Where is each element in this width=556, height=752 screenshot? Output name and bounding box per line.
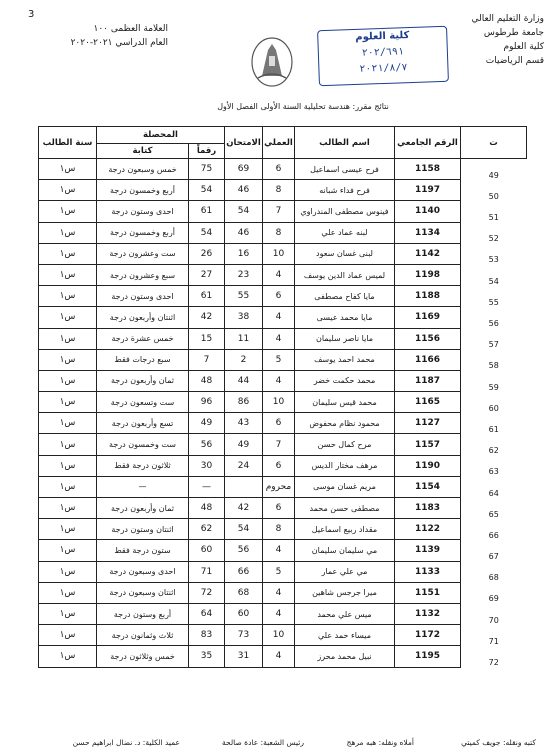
practical-cell: 7 (263, 201, 295, 222)
practical-cell: 4 (263, 264, 295, 285)
student-name-cell: فرح فداء شبانه (295, 180, 395, 201)
student-year-cell: س١ (39, 413, 97, 434)
exam-cell: 49 (225, 434, 263, 455)
exam-cell: 23 (225, 264, 263, 285)
dean-signature: عميد الكلية: د. نضال ابراهيم حسن (72, 738, 180, 747)
practical-cell: 7 (263, 434, 295, 455)
total-words-cell: ست وعشرون درجة (97, 243, 189, 264)
header-practical: العملي (263, 127, 295, 159)
student-name-cell: فينوس مصطفى المندراوي (295, 201, 395, 222)
row-index-cell: 71 (488, 636, 499, 646)
practical-cell: 10 (263, 625, 295, 646)
header-student-name: اسم الطالب (295, 127, 395, 159)
total-digits-cell: 96 (189, 392, 225, 413)
exam-cell: 73 (225, 625, 263, 646)
practical-cell: 4 (263, 370, 295, 391)
exam-cell: 60 (225, 603, 263, 624)
table-row (39, 264, 527, 285)
total-digits-cell: 71 (189, 561, 225, 582)
university-id-cell: 1165 (395, 392, 461, 413)
total-digits-cell: 60 (189, 540, 225, 561)
total-words-cell: أربع وستون درجة (97, 603, 189, 624)
dictator-signature: أملاه ونقله: هبه مرهج (346, 738, 414, 747)
total-words-cell: — (97, 476, 189, 497)
university-id-cell: 1140 (395, 201, 461, 222)
total-digits-cell: 35 (189, 646, 225, 667)
university-id-cell: 1127 (395, 413, 461, 434)
university-line: جامعة طرطوس (483, 28, 544, 38)
student-name-cell: لبنه عماد علي (295, 222, 395, 243)
exam-cell: 54 (225, 519, 263, 540)
row-index-cell: 53 (488, 255, 499, 265)
total-words-cell: أربع وخمسون درجة (97, 180, 189, 201)
stamp-title: كلية العلوم (355, 30, 410, 43)
exam-cell: 42 (225, 498, 263, 519)
table-row (39, 561, 527, 582)
student-year-cell: س١ (39, 370, 97, 391)
student-year-cell: س١ (39, 582, 97, 603)
student-year-cell: س١ (39, 646, 97, 667)
table-row (39, 159, 527, 180)
total-digits-cell: 7 (189, 349, 225, 370)
row-index-cell: 52 (488, 234, 499, 244)
exam-cell: 46 (225, 180, 263, 201)
table-row (39, 519, 527, 540)
table-row (39, 540, 527, 561)
header-student-year: سنة الطالب (39, 127, 97, 159)
total-digits-cell: 48 (189, 498, 225, 519)
total-digits-cell: 27 (189, 264, 225, 285)
student-name-cell: مقداد ربيع اسماعيل (295, 519, 395, 540)
row-index-cell: 63 (488, 467, 499, 477)
practical-cell: 4 (263, 307, 295, 328)
university-id-cell: 1188 (395, 286, 461, 307)
total-words-cell: احدى وسبعون درجة (97, 561, 189, 582)
table-row (39, 455, 527, 476)
table-row (39, 349, 527, 370)
total-digits-cell: 30 (189, 455, 225, 476)
row-index-cell: 57 (488, 340, 499, 350)
exam-cell: 11 (225, 328, 263, 349)
student-name-cell: محمد احمد يوسف (295, 349, 395, 370)
row-index-cell: 51 (488, 213, 499, 223)
total-words-cell: ست وتسعون درجة (97, 392, 189, 413)
student-name-cell: مرهف مختار الديس (295, 455, 395, 476)
student-year-cell: س١ (39, 328, 97, 349)
row-index-cell: 64 (488, 488, 499, 498)
total-words-cell: ثمان وأربعون درجة (97, 370, 189, 391)
total-digits-cell: 62 (189, 519, 225, 540)
exam-cell: 43 (225, 413, 263, 434)
university-id-cell: 1197 (395, 180, 461, 201)
table-row (39, 286, 527, 307)
total-words-cell: تسع وأربعون درجة (97, 413, 189, 434)
university-id-cell: 1134 (395, 222, 461, 243)
row-index-cell: 58 (488, 361, 499, 371)
student-name-cell: مي سليمان سليمان (295, 540, 395, 561)
page-number: 3 (28, 9, 35, 20)
table-row (39, 476, 527, 497)
total-words-cell: احدى وستون درجة (97, 201, 189, 222)
exam-cell: 24 (225, 455, 263, 476)
total-digits-cell: 64 (189, 603, 225, 624)
practical-cell: 4 (263, 582, 295, 603)
exam-cell: 38 (225, 307, 263, 328)
student-name-cell: محمد حكمت خضر (295, 370, 395, 391)
row-index-cell: 55 (488, 297, 499, 307)
total-words-cell: خمس وثلاثون درجة (97, 646, 189, 667)
practical-cell: 5 (263, 561, 295, 582)
practical-cell: 10 (263, 243, 295, 264)
total-words-cell: خمس عشرة درجة (97, 328, 189, 349)
student-year-cell: س١ (39, 540, 97, 561)
student-name-cell: مايا كفاح مصطفى (295, 286, 395, 307)
total-digits-cell: 61 (189, 286, 225, 307)
total-digits-cell: 61 (189, 201, 225, 222)
table-row (39, 434, 527, 455)
practical-cell: 4 (263, 603, 295, 624)
student-year-cell: س١ (39, 625, 97, 646)
university-id-cell: 1151 (395, 582, 461, 603)
header-total: المحصلة (97, 127, 225, 144)
total-words-cell: خمس وسبعون درجة (97, 159, 189, 180)
exam-cell (225, 476, 263, 497)
total-words-cell: ثمان وأربعون درجة (97, 498, 189, 519)
student-name-cell: محمود نظام محفوض (295, 413, 395, 434)
row-index-cell: 59 (488, 382, 499, 392)
student-year-cell: س١ (39, 476, 97, 497)
row-index-cell: 66 (488, 530, 499, 540)
student-year-cell: س١ (39, 455, 97, 476)
university-id-cell: 1172 (395, 625, 461, 646)
student-year-cell: س١ (39, 180, 97, 201)
total-digits-cell: 54 (189, 222, 225, 243)
table-row (39, 413, 527, 434)
total-digits-cell: 42 (189, 307, 225, 328)
university-id-cell: 1166 (395, 349, 461, 370)
student-year-cell: س١ (39, 561, 97, 582)
stamp-date: ٢٠٢١/٨/٧ (359, 62, 408, 75)
university-id-cell: 1187 (395, 370, 461, 391)
practical-cell: 5 (263, 349, 295, 370)
faculty-line: كلية العلوم (503, 42, 544, 52)
row-index-cell: 50 (488, 191, 499, 201)
university-id-cell: 1198 (395, 264, 461, 285)
header-university-id: الرقم الجامعي (395, 127, 461, 159)
total-digits-cell: 83 (189, 625, 225, 646)
row-index-cell: 68 (488, 573, 499, 583)
table-row (39, 498, 527, 519)
table-row (39, 222, 527, 243)
student-name-cell: مايا محمد عيسى (295, 307, 395, 328)
row-index-cell: 72 (488, 658, 499, 667)
total-words-cell: اثنتان وستون درجة (97, 519, 189, 540)
table-row (39, 328, 527, 349)
table-row (39, 625, 527, 646)
student-year-cell: س١ (39, 201, 97, 222)
student-name-cell: مي علي عمار (295, 561, 395, 582)
table-row (39, 392, 527, 413)
student-name-cell: فرح عيسى اسماعيل (295, 159, 395, 180)
university-id-cell: 1158 (395, 159, 461, 180)
student-year-cell: س١ (39, 286, 97, 307)
student-name-cell: محمد قيس سليمان (295, 392, 395, 413)
exam-cell: 56 (225, 540, 263, 561)
university-id-cell: 1139 (395, 540, 461, 561)
department-line: قسم الرياضيات (485, 56, 544, 66)
total-digits-cell: 49 (189, 413, 225, 434)
row-index-cell: 70 (488, 615, 499, 625)
row-index-cell: 67 (488, 552, 499, 562)
total-words-cell: ثلاثون درجة فقط (97, 455, 189, 476)
exam-cell: 66 (225, 561, 263, 582)
student-year-cell: س١ (39, 307, 97, 328)
practical-cell: 8 (263, 519, 295, 540)
student-year-cell: س١ (39, 159, 97, 180)
college-stamp (317, 26, 449, 87)
row-index-cell: 49 (488, 170, 499, 180)
row-index-cell: 56 (488, 319, 499, 328)
practical-cell: 4 (263, 540, 295, 561)
student-name-cell: لبنى غسان سعود (295, 243, 395, 264)
student-name-cell: لميس عماد الدين يوسف (295, 264, 395, 285)
row-index-cell: 65 (488, 509, 499, 519)
sheet-subtitle: نتائج مقرر: هندسة تحليلية السنة الأولى الفصل الأول (217, 102, 389, 111)
practical-cell: 10 (263, 392, 295, 413)
practical-cell: 8 (263, 222, 295, 243)
exam-cell: 69 (225, 159, 263, 180)
row-index-cell: 60 (488, 403, 499, 413)
header-total-words: كتابة (97, 144, 189, 159)
practical-cell: 6 (263, 159, 295, 180)
grades-table-body (39, 159, 527, 668)
practical-cell: 6 (263, 455, 295, 476)
university-id-cell: 1169 (395, 307, 461, 328)
student-year-cell: س١ (39, 519, 97, 540)
exam-cell: 68 (225, 582, 263, 603)
university-id-cell: 1154 (395, 476, 461, 497)
total-digits-cell: 75 (189, 159, 225, 180)
total-digits-cell: 72 (189, 582, 225, 603)
max-grade: العلامة العظمى ١٠٠ (93, 24, 168, 34)
university-id-cell: 1133 (395, 561, 461, 582)
student-name-cell: مصطفى حسن محمد (295, 498, 395, 519)
exam-cell: 55 (225, 286, 263, 307)
row-index-cell: 69 (488, 594, 499, 604)
stamp-number: ٢٠٢/٦٩١ (361, 46, 405, 59)
header-index: ت (461, 127, 527, 159)
total-digits-cell: 56 (189, 434, 225, 455)
university-id-cell: 1157 (395, 434, 461, 455)
student-name-cell: مريم غسان موسى (295, 476, 395, 497)
university-id-cell: 1142 (395, 243, 461, 264)
student-year-cell: س١ (39, 498, 97, 519)
student-name-cell: ميرا جرجس شاهين (295, 582, 395, 603)
student-year-cell: س١ (39, 222, 97, 243)
total-words-cell: ست وخمسون درجة (97, 434, 189, 455)
exam-cell: 86 (225, 392, 263, 413)
header-exam: الامتحان (225, 127, 263, 159)
student-year-cell: س١ (39, 264, 97, 285)
practical-cell: محروم (263, 476, 295, 497)
total-words-cell: اثنتان وسبعون درجة (97, 582, 189, 603)
student-year-cell: س١ (39, 243, 97, 264)
total-words-cell: اثنتان وأربعون درجة (97, 307, 189, 328)
header-left (28, 8, 168, 50)
exam-cell: 54 (225, 201, 263, 222)
total-words-cell: ستون درجة فقط (97, 540, 189, 561)
university-id-cell: 1183 (395, 498, 461, 519)
academic-year: العام الدراسي ٢٠٢١-٢٠٢٠ (70, 38, 168, 48)
table-row (39, 603, 527, 624)
row-index-cell: 61 (488, 424, 499, 434)
exam-cell: 46 (225, 222, 263, 243)
exam-cell: 2 (225, 349, 263, 370)
student-year-cell: س١ (39, 349, 97, 370)
student-name-cell: نبيل محمد محرز (295, 646, 395, 667)
exam-cell: 16 (225, 243, 263, 264)
total-words-cell: أربع وخمسون درجة (97, 222, 189, 243)
practical-cell: 6 (263, 498, 295, 519)
ministry-line: وزارة التعليم العالي (471, 14, 544, 24)
total-digits-cell: 15 (189, 328, 225, 349)
practical-cell: 4 (263, 646, 295, 667)
table-row (39, 307, 527, 328)
table-row (39, 201, 527, 222)
student-name-cell: ميس علي محمد (295, 603, 395, 624)
table-row (39, 582, 527, 603)
total-words-cell: ثلاث وثمانون درجة (97, 625, 189, 646)
university-logo (250, 36, 294, 88)
row-index-cell: 62 (488, 446, 499, 456)
row-index-cell: 54 (488, 276, 499, 286)
supervisor-signature: رئيس الشعبة: عادة صالحة (221, 738, 304, 747)
grades-table (38, 126, 527, 668)
total-words-cell: سبع وعشرون درجة (97, 264, 189, 285)
practical-cell: 4 (263, 328, 295, 349)
university-id-cell: 1132 (395, 603, 461, 624)
total-digits-cell: — (189, 476, 225, 497)
student-name-cell: مايا ناصر سليمان (295, 328, 395, 349)
total-digits-cell: 48 (189, 370, 225, 391)
header-right (432, 12, 544, 68)
table-row (39, 646, 527, 667)
table-row (39, 370, 527, 391)
practical-cell: 6 (263, 413, 295, 434)
practical-cell: 8 (263, 180, 295, 201)
student-year-cell: س١ (39, 434, 97, 455)
student-year-cell: س١ (39, 392, 97, 413)
student-year-cell: س١ (39, 603, 97, 624)
university-id-cell: 1190 (395, 455, 461, 476)
practical-cell: 6 (263, 286, 295, 307)
exam-cell: 44 (225, 370, 263, 391)
table-row (39, 180, 527, 201)
total-digits-cell: 54 (189, 180, 225, 201)
student-name-cell: مرح كمال حسن (295, 434, 395, 455)
total-digits-cell: 26 (189, 243, 225, 264)
table-row (39, 243, 527, 264)
typist-signature: كتبه ونقله: جويف كميتي (461, 738, 536, 747)
student-name-cell: ميساء حمد علي (295, 625, 395, 646)
university-id-cell: 1195 (395, 646, 461, 667)
total-words-cell: سبع درجات فقط (97, 349, 189, 370)
university-id-cell: 1156 (395, 328, 461, 349)
total-words-cell: احدى وستون درجة (97, 286, 189, 307)
exam-cell: 31 (225, 646, 263, 667)
university-id-cell: 1122 (395, 519, 461, 540)
header-total-digits: رقماً (189, 144, 225, 159)
